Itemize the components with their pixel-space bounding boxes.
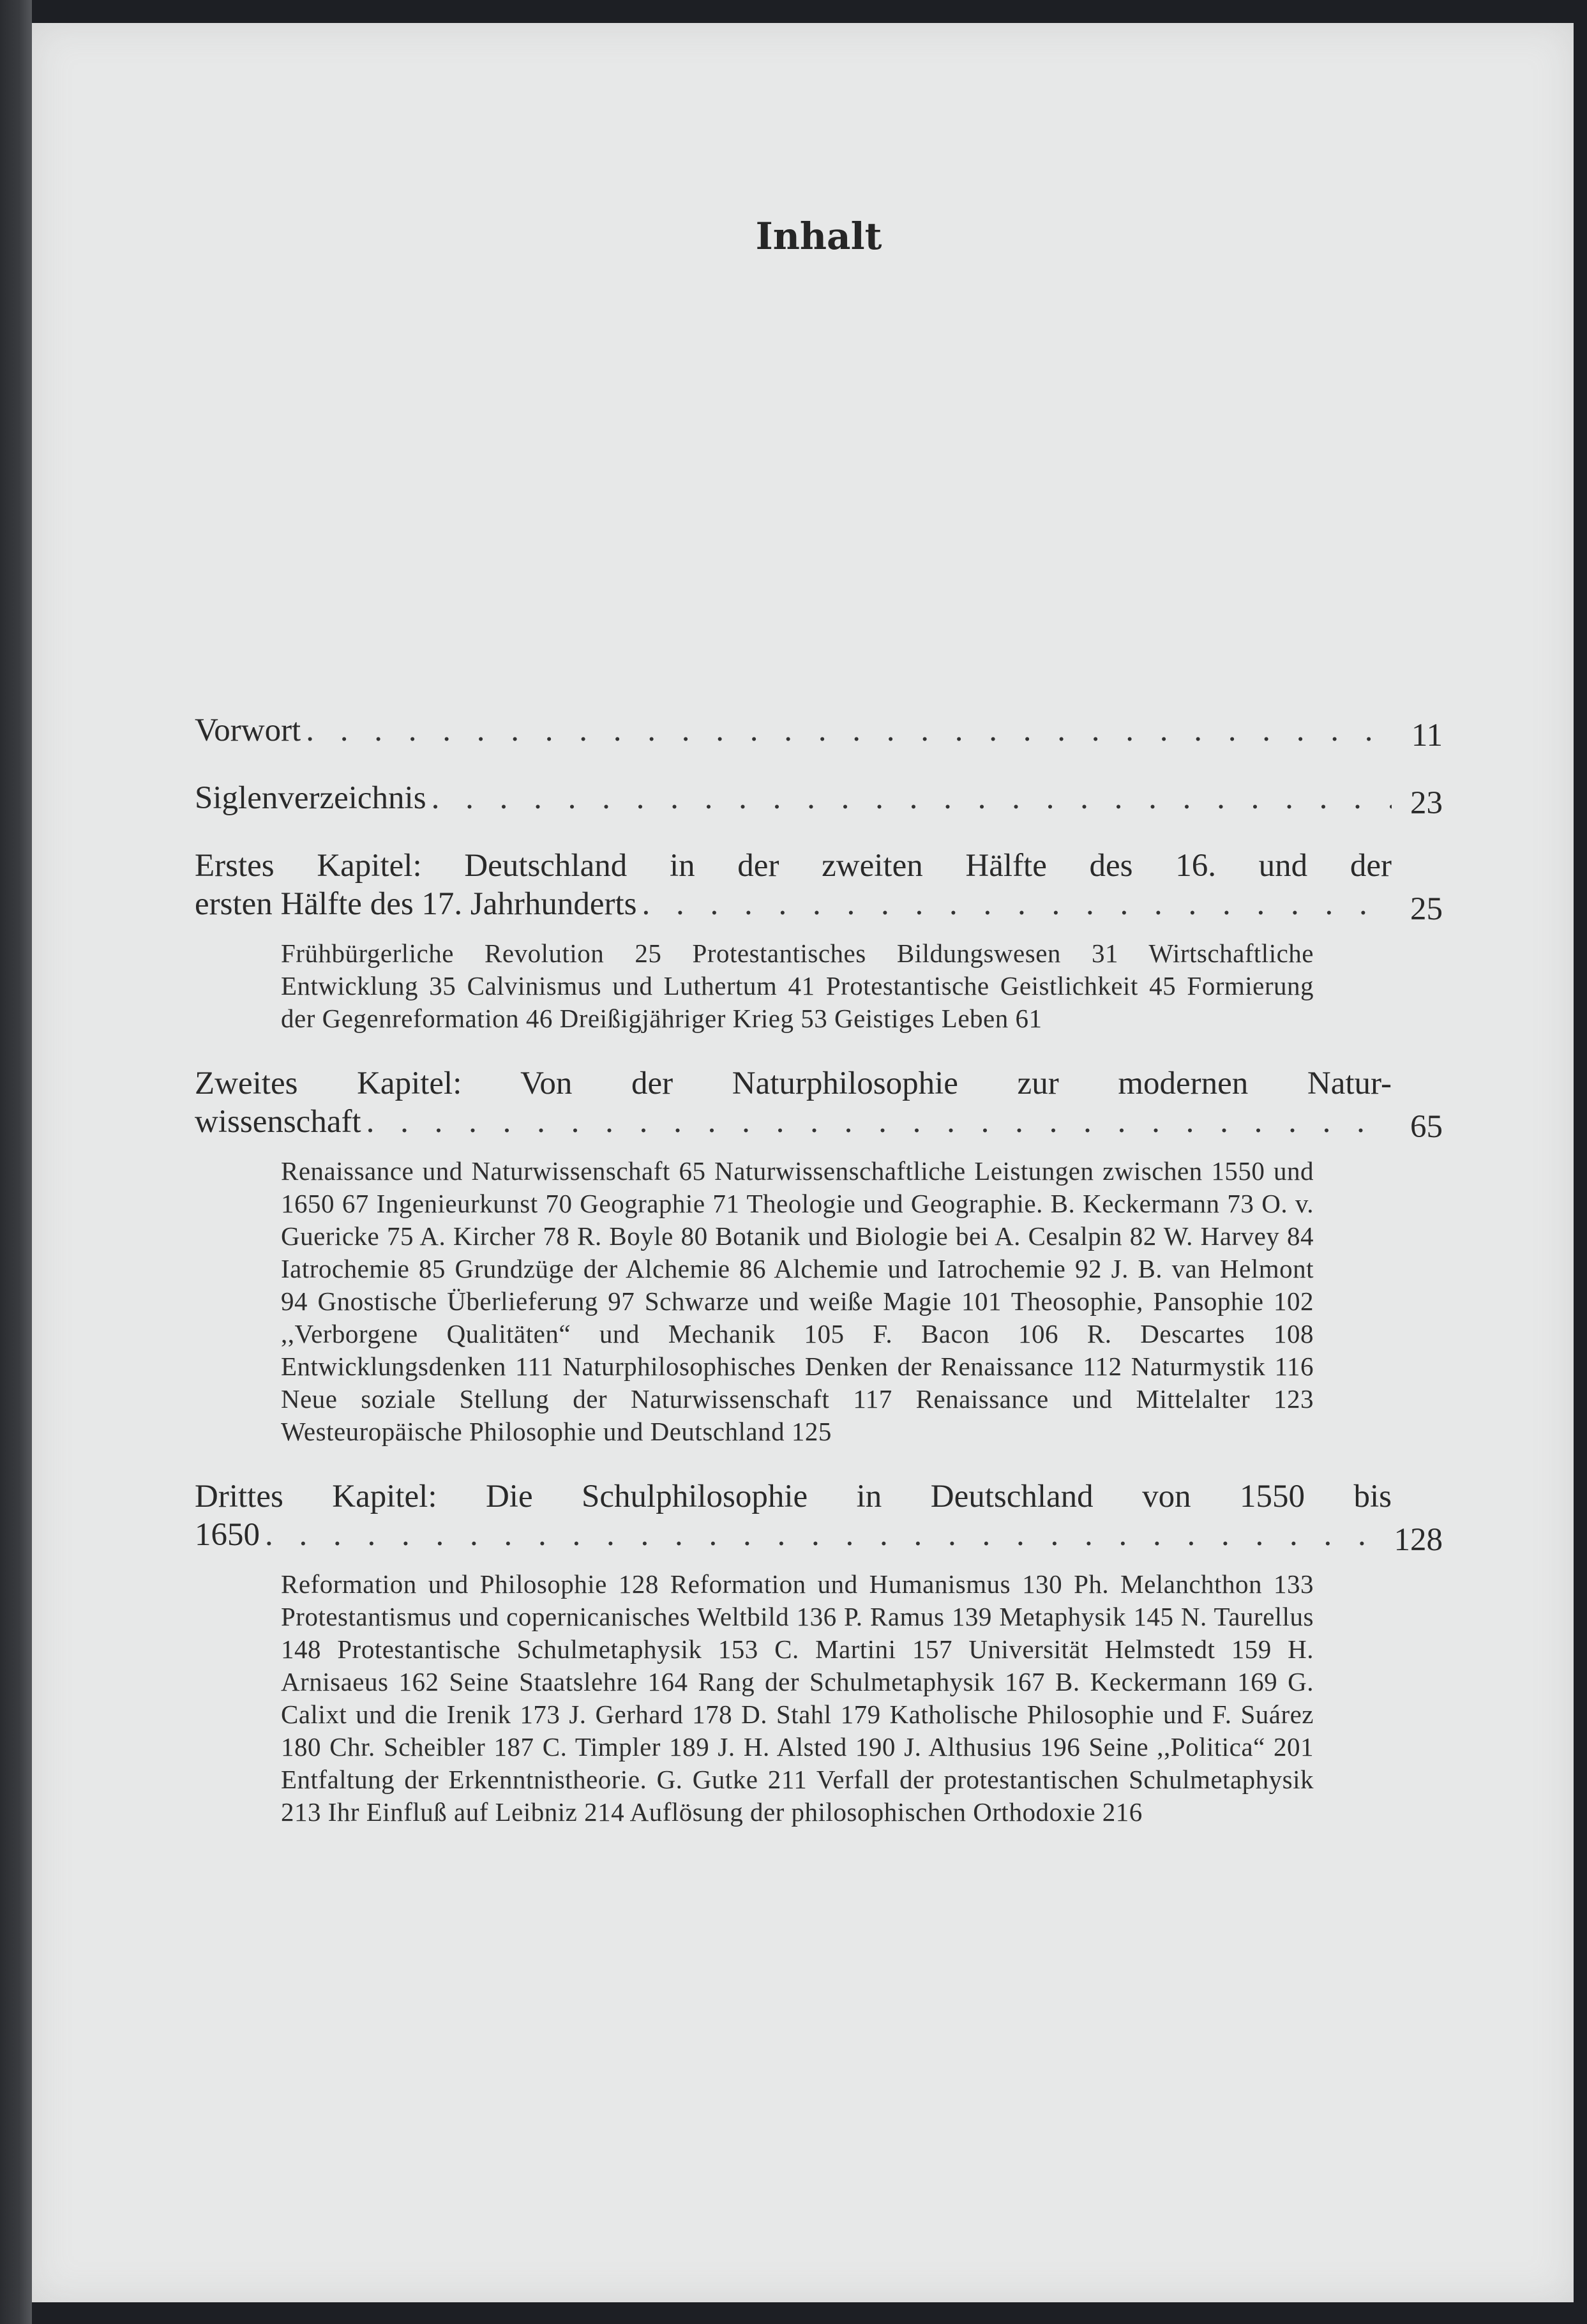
toc-heading-line-2: ersten Hälfte des 17. Jahrhunderts xyxy=(195,886,637,922)
toc-entry-chapter-1 xyxy=(195,847,1443,1035)
toc-heading xyxy=(195,1064,1443,1145)
toc-heading-line-1: Erstes Kapitel: Deutschland in der zweiten Hälfte des 16. und der xyxy=(195,848,1392,884)
toc-page-number: 25 xyxy=(1410,891,1443,927)
toc-subtopics: Renaissance und Naturwissenschaft 65 Naturwissenschaftliche Leistungen zwischen 1550 und 1650 67 Ingenieurkunst 70 Geographie 71 Theologie und Geographie. B. Keckermann 73 O. v. Guericke 75 A. Kircher 78 R. Boyle 80 Botanik und Biologie bei A. Cesalpin 82 W. Harvey 84 Iatrochemie 85 Grundzüge der Alchemie 86 Alchemie und Iatrochemie 92 J. B. van Helmont 94 Gnostische Überlieferung 97 Schwarze und weiße Magie 101 Theosophie, Pansophie 102 ,,Verborgene Qualitäten“ und Mechanik 105 F. Bacon 106 R. Descartes 108 Entwicklungsdenken 111 Naturphilosophisches Denken der Renaissance 112 Naturmystik 116 Neue soziale Stellung der Naturwissenschaft 117 Renaissance und Mittelalter 123 Westeuropäische Philosophie und Deutschland 125 xyxy=(281,1156,1314,1446)
toc-heading xyxy=(195,711,1443,753)
book-spine-edge xyxy=(0,0,32,2324)
leader-dots xyxy=(265,1516,1392,1554)
toc-heading-line-2: 1650 xyxy=(195,1517,260,1553)
leader-dots xyxy=(432,779,1392,817)
toc-entry-chapter-3 xyxy=(195,1477,1443,1829)
toc-page-number: 128 xyxy=(1394,1522,1443,1558)
toc-entry-siglenverzeichnis xyxy=(195,779,1443,821)
toc-heading xyxy=(195,1477,1443,1558)
toc-subtopics: Frühbürgerliche Revolution 25 Protestantisches Bildungswesen 31 Wirtschaftliche Entwicklung 35 Calvinismus und Luthertum 41 Protestantische Geistlichkeit 45 Formierung der Gegenreformation 46 Dreißigjähriger Krieg 53 Geistiges Leben 61 xyxy=(281,939,1314,1033)
toc-heading xyxy=(195,847,1443,927)
toc-heading-line-1: Drittes Kapitel: Die Schulphilosophie in Deutschland von 1550 bis xyxy=(195,1479,1392,1514)
toc-heading-line-1: Zweites Kapitel: Von der Naturphilosophie zur modernen Natur- xyxy=(195,1066,1392,1101)
book-page xyxy=(32,23,1574,2302)
toc-heading-text: Vorwort xyxy=(195,713,301,748)
toc-page-number: 23 xyxy=(1410,785,1443,821)
toc-subtopics: Reformation und Philosophie 128 Reformation und Humanismus 130 Ph. Melanchthon 133 Protestantismus und copernicanisches Weltbild 136 P. Ramus 139 Metaphysik 145 N. Taurellus 148 Protestantische Schulmetaphysik 153 C. Martini 157 Universität Helmstedt 159 H. Arnisaeus 162 Seine Staatslehre 164 Rang der Schulmetaphysik 167 B. Keckermann 169 G. Calixt und die Irenik 173 J. Gerhard 178 D. Stahl 179 Katholische Philosophie und F. Suárez 180 Chr. Scheibler 187 C. Timpler 189 J. H. Alsted 190 J. Althusius 196 Seine ,,Politica“ 201 Entfaltung der Erkenntnistheorie. G. Gutke 211 Verfall der protestantischen Schulmetaphysik 213 Ihr Einfluß auf Leibniz 214 Auflösung der philosophischen Orthodoxie 216 xyxy=(281,1569,1314,1827)
toc-entry-chapter-2 xyxy=(195,1064,1443,1448)
leader-dots xyxy=(306,711,1392,750)
toc-heading-text: Siglenverzeichnis xyxy=(195,780,426,816)
table-of-contents xyxy=(195,711,1443,1858)
leader-dots xyxy=(366,1103,1392,1141)
toc-heading xyxy=(195,779,1443,821)
toc-entry-vorwort xyxy=(195,711,1443,753)
toc-heading-line-2: wissenschaft xyxy=(195,1104,361,1140)
page-title: Inhalt xyxy=(755,215,882,258)
toc-page-number: 65 xyxy=(1410,1109,1443,1145)
toc-page-number: 11 xyxy=(1411,718,1443,753)
leader-dots xyxy=(642,885,1392,923)
